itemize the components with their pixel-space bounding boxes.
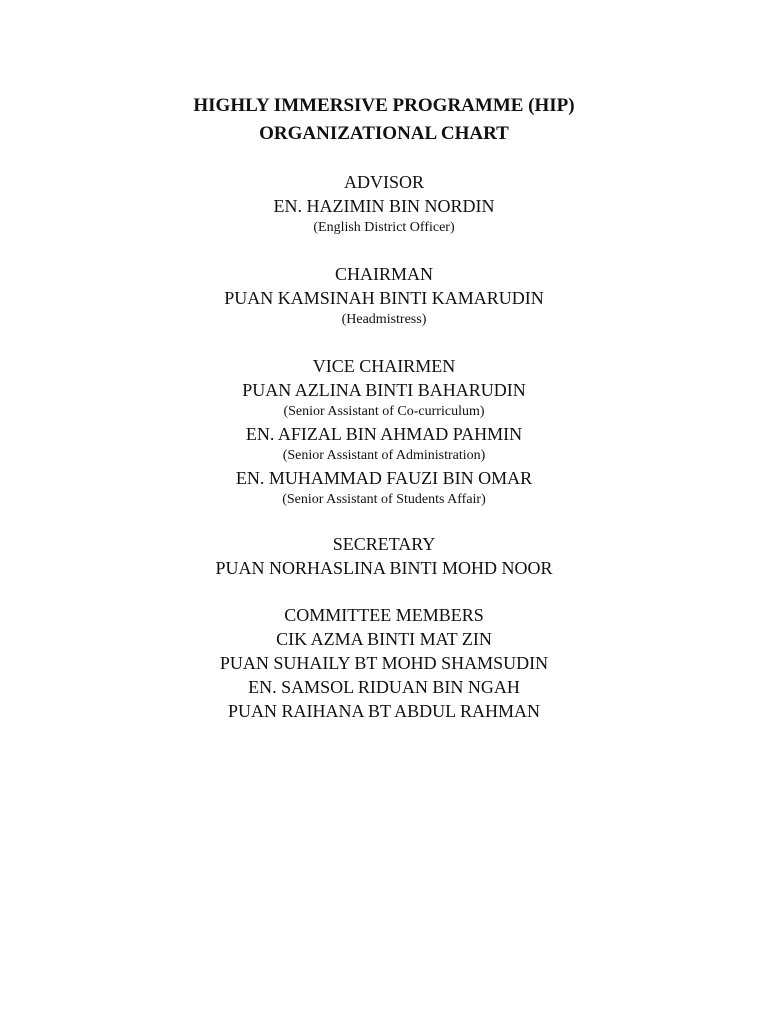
secretary-heading: SECRETARY	[332, 534, 436, 554]
vice-chairman-name: EN. MUHAMMAD FAUZI BIN OMAR	[235, 468, 533, 488]
chairman-heading: CHAIRMAN	[334, 264, 433, 284]
vice-chairman-role: (Senior Assistant of Co-curriculum)	[283, 404, 485, 419]
committee-member-name: EN. SAMSOL RIDUAN BIN NGAH	[248, 677, 520, 697]
vice-chairmen-section	[0, 354, 768, 510]
chairman-section	[0, 262, 768, 330]
secretary-section	[0, 532, 768, 580]
advisor-heading: ADVISOR	[343, 172, 424, 192]
document-title-line-2: ORGANIZATIONAL CHART	[259, 123, 509, 144]
committee-member-name: CIK AZMA BINTI MAT ZIN	[276, 629, 492, 649]
vice-chairman-name: PUAN AZLINA BINTI BAHARUDIN	[242, 380, 526, 400]
secretary-name: PUAN NORHASLINA BINTI MOHD NOOR	[215, 558, 553, 578]
advisor-section	[0, 170, 768, 238]
vice-chairman-role: (Senior Assistant of Students Affair)	[282, 492, 486, 507]
committee-member-name: PUAN SUHAILY BT MOHD SHAMSUDIN	[219, 653, 549, 673]
document-title-line-1: HIGHLY IMMERSIVE PROGRAMME (HIP)	[193, 95, 575, 116]
advisor-role: (English District Officer)	[313, 220, 455, 235]
vice-chairman-role: (Senior Assistant of Administration)	[282, 448, 486, 463]
vice-chairman-name: EN. AFIZAL BIN AHMAD PAHMIN	[245, 424, 523, 444]
chairman-name: PUAN KAMSINAH BINTI KAMARUDIN	[224, 288, 544, 308]
chairman-role: (Headmistress)	[341, 312, 427, 327]
committee-member-name: PUAN RAIHANA BT ABDUL RAHMAN	[227, 701, 541, 721]
committee-section	[0, 603, 768, 723]
advisor-name: EN. HAZIMIN BIN NORDIN	[273, 196, 495, 216]
vice-chairmen-heading: VICE CHAIRMEN	[312, 356, 456, 376]
committee-heading: COMMITTEE MEMBERS	[284, 605, 484, 625]
